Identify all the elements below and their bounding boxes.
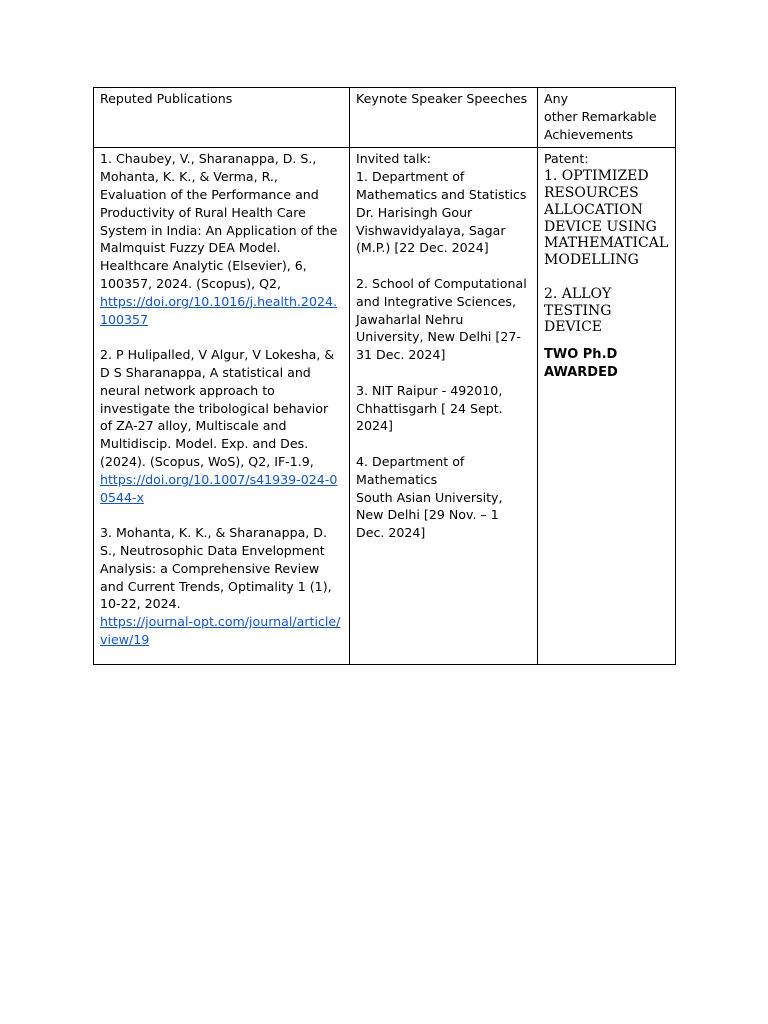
header-publications [94, 88, 350, 148]
header-achievements-label: Any other Remarkable Achievements [544, 91, 657, 142]
patent-item-2: 2. ALLOY TESTING DEVICE [544, 285, 612, 336]
publication-3-text: 3. Mohanta, K. K., & Sharanappa, D. S., Neutrosophic Data Envelopment Analysis: a Comprehensive Review and Current Trends, Optimality 1 (1), 10-22, 2024. [100, 525, 332, 612]
publication-2 [100, 346, 343, 506]
achievements-table [93, 87, 676, 665]
publication-2-link[interactable]: https://doi.org/10.1007/s41939-024-00544-x [100, 471, 338, 505]
publication-3-link[interactable]: https://journal-opt.com/journal/article/view/19 [100, 614, 341, 647]
talk-item-3: 3. NIT Raipur - 492010, Chhattisgarh [ 24 Sept. 2024] [356, 382, 503, 434]
patent-item-1: 1. OPTIMIZED RESOURCES ALLOCATION DEVICE USING MATHEMATICAL MODELLING [544, 168, 669, 269]
publication-1 [100, 150, 343, 328]
achievements-cell [538, 148, 676, 665]
header-achievements [538, 88, 676, 148]
header-keynote [350, 88, 538, 148]
table-header-row [94, 88, 676, 148]
header-publications-label: Reputed Publications [100, 91, 233, 106]
header-keynote-label: Keynote Speaker Speeches [356, 91, 528, 106]
publication-1-text: 1. Chaubey, V., Sharanappa, D. S., Mohanta, K. K., & Verma, R., Evaluation of the Performance and Productivity of Rural Health Care System in India: An Application of the Malmquist Fuzzy DEA Model. Healthcare Analytic (Elsevier), 6, 100357, 2024. (Scopus), Q2, [100, 151, 338, 291]
talk-item-1: 1. Department of Mathematics and Statistics Dr. Harisingh Gour Vishwavidyalaya, Sagar (M.P.) [22 Dec. 2024] [356, 169, 527, 256]
talk-item-2: 2. School of Computational and Integrative Sciences, Jawaharlal Nehru University, New Delhi [27-31 Dec. 2024] [356, 275, 527, 363]
publication-2-text: 2. P Hulipalled, V Algur, V Lokesha, & D S Sharanappa, A statistical and neural network approach to investigate the tribological behavior of ZA-27 alloy, Multiscale and Multidiscip. Model. Exp. and Des. (2024). (Scopus, WoS), Q2, IF-1.9, [100, 347, 335, 469]
phd-awarded-text: TWO Ph.D AWARDED [544, 347, 618, 380]
publication-3 [100, 524, 343, 649]
publication-1-link[interactable]: https://doi.org/10.1016/j.health.2024. 100357 [100, 293, 337, 327]
talk-item-4: 4. Department of Mathematics South Asian University, New Delhi [29 Nov. – 1 Dec. 2024] [356, 453, 503, 541]
publications-cell [94, 148, 350, 665]
keynote-cell [350, 148, 538, 665]
table-body-row [94, 148, 676, 665]
patent-heading: Patent: [544, 151, 589, 167]
invited-talk-heading: Invited talk: [356, 151, 432, 167]
